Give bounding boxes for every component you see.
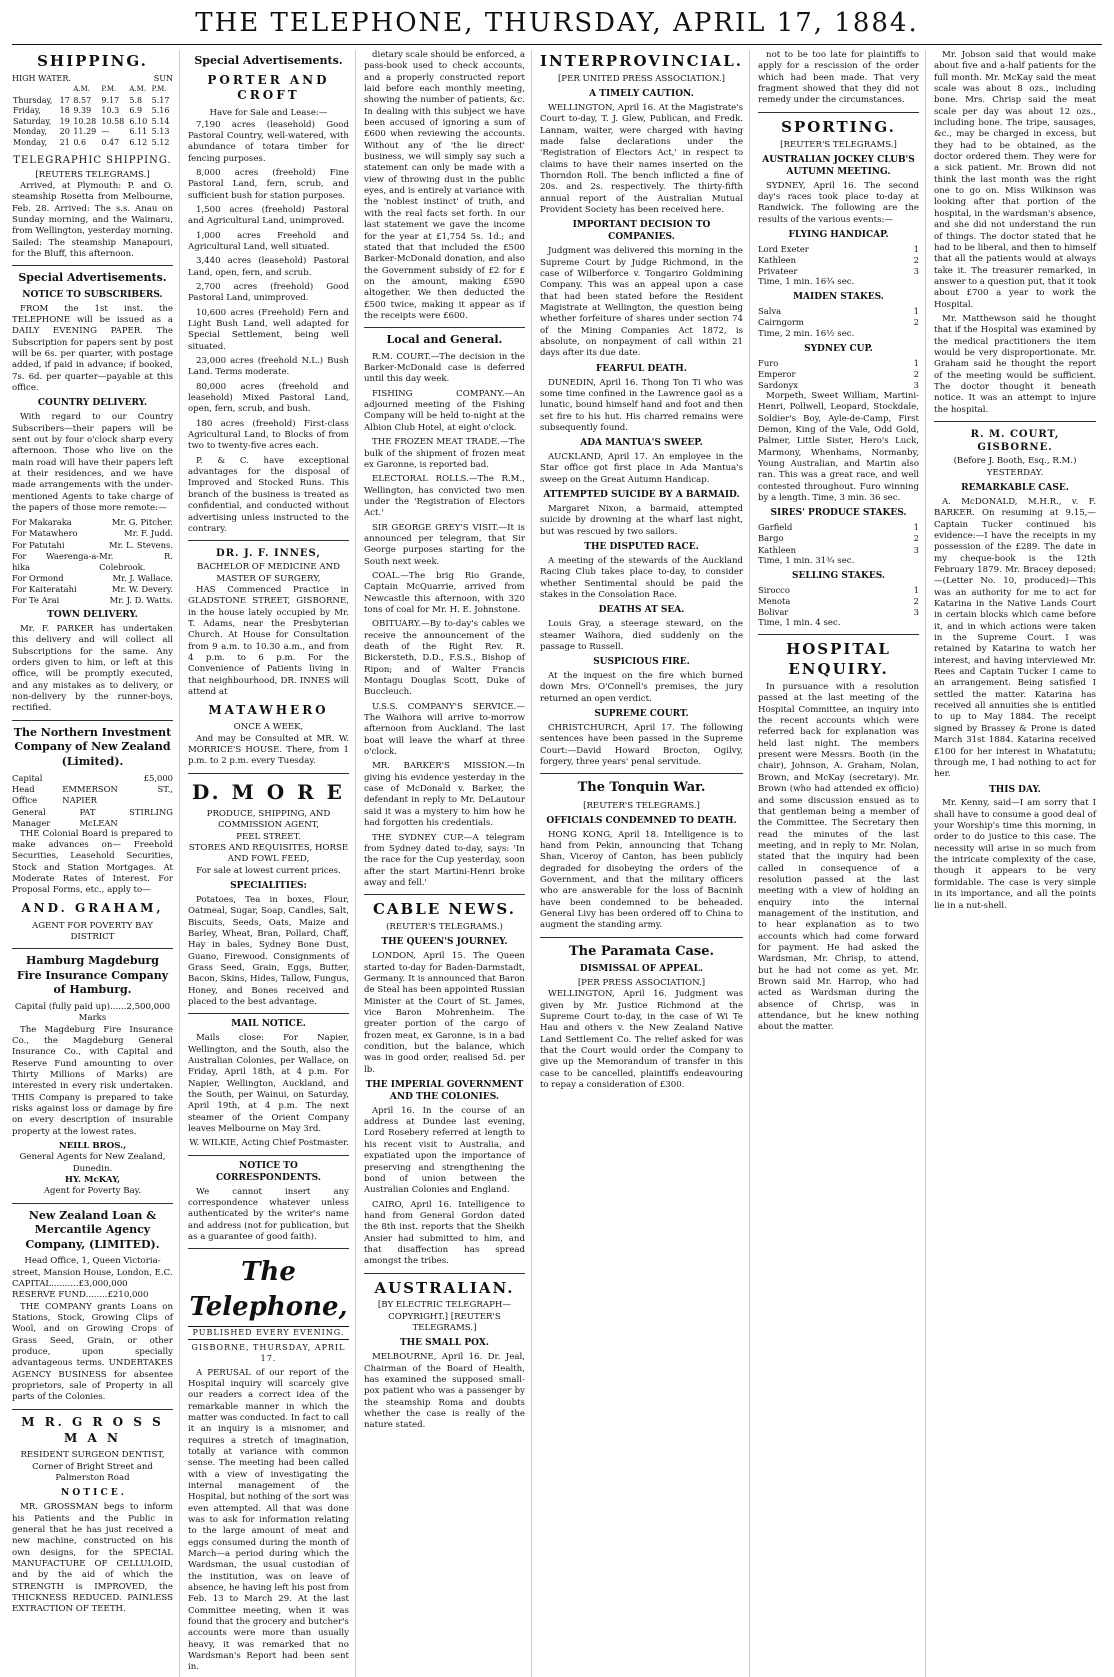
tide-cell: Thursday, [13,95,53,105]
shipping-text: Arrived, at Plymouth: P. and O. steamship Rosetta from Melbourne, Feb. 28. Arrived: The s.s. Anau on Sunday morning, and the Waimaru, from Wellington, yesterday morning. Sailed: The steamship Manapouri, for the Bluff, this afternoon. [12,180,173,259]
local-item: OBITUARY.—By to-day's cables we receive the announcement of the death of the Right Rev. R. Bickersteth, D.D., F.S.S., Bishop of Ripon; and of Walter Francis Montagu Douglas Scott, Duke of Buccleuch. [363,619,525,698]
news-item-heading: A TIMELY CAUTION. [589,89,694,100]
news-item-heading: IMPORTANT DECISION TO COMPANIES. [572,220,711,243]
town-delivery-text: Mr. F. PARKER has undertaken this delivery and will collect all Subscriptions for the same. Any orders given to him, or left at this office, will be promptly executed, and any mistakes as to delivery, or non-delivery by the runner-boys, rectified. [12,623,173,714]
innes-text-2: And may be Consulted at MR. W. MORRICE'S HOUSE. There, from 1 p.m. to 2 p.m. every Tuesday. [187,733,349,767]
horse-name: Lord Exeter [758,243,809,254]
northern-key: Head Office [12,784,38,806]
land-listing: 180 acres (freehold) First-class Agricultural Land, to Blocks of from two to twenty-five acres each. [187,418,349,452]
agent-name: Mr. L. Stevens. [109,539,173,550]
tonquin-subheading: OFFICIALS CONDEMNED TO DEATH. [546,815,737,826]
shipping-heading: SHIPPING. [37,52,148,70]
race-result-row [758,358,919,369]
placing: 2 [913,595,920,606]
agent-row [12,595,173,606]
hospital-enquiry-continued: Mr. Jobson said that would make about five and a-half patients for the full month. Mr. McKay said the meat scale was about 8 ozs., including bone. Mrs. Chrisp said the meat scale per day was about 12 ozs., including bone. The tripe, sausages, &c., may be charged in excess, but they had to be obtained, as the doctor ordered them. They were for a sick patient. Mr. Brown did not think the last month was the right one to go on. Miss Wilkinson was looking after that portion of the hospital, in the wardsman's absence, and she did not understand the run of things. The doctor stated that he had to be liberal, and then to himself that all the patients would at always take it. The treasurer remarked, in answer to a question put, that it took about £700 a year to work the Hospital. [934,50,1096,310]
innes-text: HAS Commenced Practice in GLADSTONE STREET, GISBORNE, in the house lately occupied by Mr. T. Adams, near the Presbyterian Church. At House for Consultation from 9 a.m. to 10.30 a.m., and from 4 p.m. to 6 p.m. For the Convenience of Patients living in that neighbourhood, DR. INNES will attend at [187,585,349,698]
column-1 [12,50,180,1677]
masthead: THE TELEPHONE, THURSDAY, APRIL 17, 1884. [195,8,919,38]
sydney-cup-text: Morpeth, Sweet William, Martini-Henri, Pollwell, Leopard, Stockdale, Soldier's Boy, Ayle-de-Camp, First Demon, King of the Vale, Odd Gold, Palmer, Little Sister, Hero's Luck, Marmony, Whenhams, Normanby, Young Australian, and Martin also ran. This was a great race, and well contested throughout. Furo winning by a length. Time, 3 min. 36 sec. [758,391,920,504]
divider [188,773,349,774]
horse-name: Garfield [758,522,793,533]
race-result-row [758,596,919,607]
tide-th [59,84,73,95]
land-listing: 80,000 acres (freehold and leasehold) Mixed Pastoral Land, open, fern, scrub, and bush. [187,381,349,415]
queens-journey-heading: THE QUEEN'S JOURNEY. [381,937,508,948]
tide-cell: 0.6 [73,137,87,147]
tide-cell: 5.13 [151,127,170,137]
smallpox-text: MELBOURNE, April 16. Dr. Jeal, Chairman of the Board of Health, has examined the supposed small-pox patient who was a passenger by the steamship Roma and doubts whether the case is really of the nature stated. [363,1352,525,1431]
tide-cell: 10.58 [101,116,125,126]
smallpox-heading: THE SMALL POX. [399,1338,489,1349]
reuters-credit: [REUTERS TELEGRAMS.] [35,169,150,180]
paramata-credit: [PER PRESS ASSOCIATION.] [577,977,706,988]
race-time: Time, 1 min. 16¾ sec. [758,277,855,288]
divider [364,327,525,328]
tide-cell: 10.3 [101,106,120,116]
specialities-heading: SPECIALITIES: [230,881,307,892]
cable-news-heading: CABLE NEWS. [372,900,516,919]
divider [12,265,173,266]
nzloan-office: Head Office, 1, Queen Victoria-street, Mansion House, London, E.C. [12,1256,173,1278]
rm-court-case: REMARKABLE CASE. [961,483,1069,494]
placing: 2 [913,368,920,379]
grossman-text: MR. GROSSMAN begs to inform his Patients and the Public in general that he has just received a new machine, constructed on his own designs, for the SPECIAL MANUFACTURE OF CELLULOID, and by the aid of which the STRENGTH is IMPROVED, the THICKNESS REDUCED. PAINLESS EXTRACTION OF TEETH. [12,1502,173,1615]
stores-line: STORES AND REQUISITES, HORSE AND FOWL FEED, [188,843,349,865]
divider [540,773,743,774]
divider [188,1248,349,1249]
special-ads-heading: Special Advertisements. [18,271,167,285]
news-item-text: Louis Gray, a steerage steward, on the steamer Waihora, died suddenly on the passage to Russell. [539,619,744,652]
innes-name: DR. J. F. INNES, [216,548,321,560]
newspaper-columns [12,50,1102,1673]
northern-key: Capital [12,773,43,784]
race-result-row [758,255,919,266]
placing: 1 [913,306,920,317]
northern-value: PAT STIRLING McLEAN [79,806,173,828]
correspondents-heading: NOTICE TO CORRESPONDENTS. [215,1160,321,1183]
nzloan-capital: CAPITAL..........£3,000,000 [12,1278,128,1289]
tide-header-row [12,84,173,95]
race-result-row [758,522,919,533]
divider [12,948,173,949]
graham-name: AND. GRAHAM, [21,900,164,915]
grossman-address: Corner of Bright Street and Palmerston Road [32,1461,153,1484]
tide-cell: 5.17 [151,95,170,105]
australian-credit: [BY ELECTRIC TELEGRAPH—COPYRIGHT.] [REUTER'S TELEGRAMS.] [377,1300,511,1334]
tide-cell: 6.12 [129,137,148,147]
agent-row [12,573,173,584]
divider [934,421,1096,422]
divider [758,634,919,635]
local-item: MR. BARKER'S MISSION.—In giving his evidence yesterday in the case of McDonald v. Barker, the defendant in reply to Mr. DeLautour said it was a mystery to him how he had forgotten his credentials. [363,761,525,829]
race-result-row [758,369,919,380]
land-listing: 10,600 acres (Freehold) Fern and Light Bush Land, well adapted for Special Settlement, being well situated. [187,307,349,352]
horse-name: Furo [758,357,779,368]
horse-name: Bolivar [758,607,789,618]
mail-signature: W. WILKIE, Acting Chief Postmaster. [189,1138,349,1149]
this-day-heading: THIS DAY. [989,784,1041,795]
race-result-row [758,266,919,277]
tide-cell: 9.39 [73,106,92,116]
tide-cell: Monday, [13,137,48,147]
agent-row [12,584,173,595]
placing: 3 [913,266,920,277]
race-result-row [758,306,919,317]
porter-croft-name: PORTER AND CROFT [207,72,330,103]
cairo-text: CAIRO, April 16. Intelligence to hand from General Gordon dated the 8th inst. reports that the Sheikh Ansier had submitted to him, and that disaffection has spread amongst the tribes. [363,1199,525,1267]
notice-subscribers-text: FROM the 1st inst. the TELEPHONE will be issued as a DAILY EVENING PAPER. The Subscription for papers sent by post will be 6s. per quarter, with postage added, if paid in advance; if booked, 7s. 6d. per quarter—payable at this office. [12,303,173,394]
tide-cell: Monday, [13,127,48,137]
agent-place: For Ormond [12,572,64,583]
horse-name: Menota [758,595,791,606]
country-delivery-text: With regard to our Country Subscribers—their papers will be sent out by four o'clock sharp every afternoon. Those who live on the main road will have their papers left at their residences, and we have made arrangements with the under-mentioned Agents to take charge of the papers of those more remote:— [12,412,173,514]
mckay-sub: Agent for Poverty Bay. [43,1186,142,1197]
divider [364,894,525,895]
placing: 1 [913,522,920,533]
northern-investment-heading: The Northern Investment Company of New Zealand (Limited). [13,725,172,768]
tide-cell: 20 [59,127,70,137]
column-3 [364,50,532,1677]
hamburg-capital: Capital (fully paid up)......2,500,000 Marks [14,1001,171,1024]
divider [188,1013,349,1014]
local-item: R.M. COURT.—The decision in the Barker-McDonald case is deferred until this day week. [363,351,525,385]
graham-sub: AGENT FOR POVERTY BAY DISTRICT [31,920,153,942]
tide-cell: 21 [59,137,70,147]
placing: 2 [913,317,920,328]
sporting-credit: [REUTER'S TELEGRAMS.] [780,139,897,150]
agent-place: For Te Arai [12,595,60,606]
tide-cell: 19 [59,116,70,126]
flying-handicap-heading: FLYING HANDICAP. [788,229,889,240]
tide-row [12,138,173,149]
interprovincial-credit: [PER UNITED PRESS ASSOCIATION.] [557,73,726,84]
news-item-text: DUNEDIN, April 16. Thong Ton Ti who was some time confined in the Lawrence gaol as a lunatic, bound himself hand and foot and then set fire to his hut. His charred remains were subsequently found. [539,377,744,433]
local-general-heading: Local and General. [386,333,503,347]
horse-name: Kathleen [758,544,797,555]
tide-heading-row [12,74,173,85]
northern-row [12,807,173,829]
horse-name: Privateer [758,266,798,277]
town-delivery-heading: TOWN DELIVERY. [47,610,138,621]
mail-notice-text: Mails close: For Napier, Wellington, and the South, also the Australian Colonies, per Wallace, on Friday, April 18th, at 4 p.m. For Napier, Wellington, Auckland, and the South, per Wainui, on Saturday, April 19th, at 4 p.m. The next steamer of the Orient Company leaves Melbourne on May 3rd. [187,1033,349,1135]
race-time: Time, 1 min. 4 sec. [758,618,841,629]
divider [364,1273,525,1274]
nameplate-sub: PUBLISHED EVERY EVENING. [188,1326,349,1341]
horse-name: Cairngorm [758,317,804,328]
specialities-text: Potatoes, Tea in boxes, Flour, Oatmeal, Sugar, Soap, Candles, Salt, Biscuits, Seeds, Oats, Maize and Barley, Wheat, Bran, Pollard, Chaff, Hay in bales, Sydney Bone Dust, Guano, Firewood. Consignments of Grass Seed, Grain, Eggs, Butter, Bacon, Skins, Hides, Tallow, Fungus, Honey, and Bones received and placed to the best advantage. [187,895,349,1008]
rm-court-sub: (Before J. Booth, Esq., R.M.) [953,456,1077,467]
queens-journey-text: LONDON, April 15. The Queen started to-day for Baden-Darmstadt, Germany. It is announced that Baron de Steal has been appointed Russian Minister at the Court of St. James, vice Baron Mohrenheim. The greater portion of the cargo of frozen meat, ex Garonne, is in a bad condition, but the balance, which was in good order, realised 5d. per lb. [363,951,525,1075]
agent-row [12,551,173,573]
race-result-row [758,317,919,328]
land-listing: 1,500 acres (freehold) Pastoral and Agricultural Land, unimproved. [187,204,349,227]
news-item-text: Judgment was delivered this morning in the Supreme Court by Judge Richmond, in the case of Wilberforce v. Tongariro Goldmining Company. This was an appeal upon a case that had been stated before the Resident Magistrate at Wellington, the question being whether forfeiture of shares under section 74 of the Mining Companies Act 1872, is absolute, on nonpayment of call within 21 days after its due date. [539,246,744,359]
newspaper-nameplate: The Telephone, [189,1257,348,1322]
agent-name: Mr. J. Wallace. [112,572,173,583]
nzloan-text: THE COMPANY grants Loans on Stations, Stock, Growing Clips of Wool, and on Growing Crops of Grass Seed, Grain, or other produce, upon specially advantageous terms. UNDERTAKES AGENCY BUSINESS for absentee proprietors, sale of Property in all parts of the Colonies. [12,1301,173,1403]
placing: 1 [913,243,920,254]
northern-value: £5,000 [143,773,173,784]
tide-cell: Saturday, [13,116,52,126]
agent-name: Mr. G. Pitcher. [111,517,173,528]
interprovincial-heading: INTERPROVINCIAL. [539,52,744,70]
local-item: FISHING COMPANY.—An adjourned meeting of the Fishing Company will be held to-night at the Albion Club Hotel, at eight o'clock. [363,388,525,433]
sun-label: SUN [153,73,173,83]
northern-row [12,784,173,806]
column-6 [934,50,1102,1677]
neill-name: NEILL BROS., [58,1141,127,1151]
paramata-subheading: DISMISSAL OF APPEAL. [579,963,704,974]
race-result-row [758,533,919,544]
sporting-heading: SPORTING. [781,117,896,136]
horse-name: Emperor [758,368,796,379]
special-ads-heading: Special Advertisements. [194,54,343,67]
tide-cell: 11.29 [73,127,97,137]
divider [540,937,743,938]
horse-name: Bargo [758,533,784,544]
tide-th [12,84,59,95]
hospital-enquiry-end: Mr. Matthewson said he thought that if the Hospital was examined by the medical practitioners the item would be very disproportionate. Mr. Graham said he thought the report of the meeting would be sufficient. The doctor thought it beneath notice. It was an attempt to injure the hospital. [934,313,1096,415]
tide-cell: 5.14 [151,116,170,126]
nzloan-reserve: RESERVE FUND........£210,000 [12,1290,149,1301]
porter-croft-sub: Have for Sale and Lease:— [209,108,328,119]
tide-cell: 6.9 [129,106,143,116]
tide-cell: 6.11 [129,127,148,137]
tide-th: P.M. [101,85,117,94]
tonquin-credit: [REUTER'S TELEGRAMS.] [583,800,700,811]
tide-cell: 6.10 [129,116,148,126]
land-listing: 23,000 acres (freehold N.L.) Bush Land. Terms moderate. [187,356,349,378]
race-result-row [758,607,919,618]
tide-cell: — [101,127,110,137]
editorial-dateline: GISBORNE, THURSDAY, APRIL 17. [191,1343,346,1363]
tide-row [12,127,173,138]
rm-court-heading: R. M. COURT, GISBORNE. [970,429,1060,454]
dmore-sub: PRODUCE, SHIPPING, AND COMMISSION AGENT, [206,809,331,831]
agent-row [12,540,173,551]
horse-name: Sardonyx [758,379,799,390]
porter-footer: P. & C. have exceptional advantages for the disposal of Improved and Stocked Runs. This branch of the business is treated as confidential, and conducted without advertising unless instructed to the contrary. [187,455,349,534]
notice-subscribers-heading: NOTICE TO SUBSCRIBERS. [22,289,163,300]
editorial-text: A PERUSAL of our report of the Hospital inquiry will scarcely give our readers a correct idea of the remarkable manner in which the matter was conducted. In fact to call it an inquiry is a misnomer, and requires a stretch of imagination, totally at variance with common sense. The meeting had been called with a view of investigating the internal management of the Hospital, but nothing of the sort was even attempted. All that was done was to ask for information relating to the large amount of meat and eggs consumed during the month of March—a period during which the Wardsman, the usual custodian of the institution, was on leave of absence, he having left his post from Feb. 13 to March 29. At the last Committee meeting, when it was found that the grocery and butcher's accounts were more than usually heavy, it was remarked that no Wardsman's Report had been sent in. [187,1367,349,1673]
northern-text: THE Colonial Board is prepared to make advances on— Freehold Securities, Leasehold Securities, Stock and Station Mortgages. At Moderate Rates of Interest. For Proposal Forms, etc., apply to— [12,828,173,896]
race-result-row [758,380,919,391]
horse-name: Sirocco [758,584,790,595]
placing: 3 [913,607,920,618]
tide-th: A.M. [129,85,147,94]
hamburg-heading: Hamburg Magdeburg Fire Insurance Company of Hamburg. [16,954,169,997]
tide-cell: 17 [59,95,70,105]
local-item: ELECTORAL ROLLS.—The R.M., Wellington, has convicted two men under the 'Registration of Electors Act.' [363,474,525,519]
tide-cell: 18 [59,106,70,116]
race-time: Time, 1 min. 31¾ sec. [758,555,855,566]
agent-place: For Kaiteratahi [12,583,77,594]
placing: 3 [913,379,920,390]
selling-stakes-heading: SELLING STAKES. [792,570,885,581]
mckay-name: HY. McKAY, [64,1175,121,1186]
news-item-heading: FEARFUL DEATH. [596,363,687,374]
once-week: ONCE A WEEK, [233,722,304,733]
local-item: THE FROZEN MEAT TRADE.—The bulk of the shipment of frozen meat ex Garonne, is reported bad. [363,437,525,470]
tide-cell: 9.17 [101,95,120,105]
rm-court-day: YESTERDAY. [986,467,1044,478]
tide-cell: 5.12 [151,137,170,147]
tide-cell: 5.8 [129,95,143,105]
country-delivery-heading: COUNTRY DELIVERY. [37,398,148,409]
imperial-heading: THE IMPERIAL GOVERNMENT AND THE COLONIES. [365,1080,524,1102]
news-item-text: Margaret Nixon, a barmaid, attempted suicide by drowning at the wharf last night, but was rescued by two sailors. [539,504,744,537]
agent-row [12,528,173,539]
agent-place: For Waerenga-a-hika [12,550,100,572]
tide-table [12,84,173,148]
news-item-text: WELLINGTON, April 16. At the Magistrate's Court to-day, T. J. Glew, Publican, and Fredk. Lannam, waiter, were charged with having made false declarations under the 'Registration of Electors Act,' in respect to claims to have their names inserted on the Thorndon Roll. The bench inflicted a fine of 20s. and 2s. respectively. The thirty-fifth annual report of the Australian Mutual Provident Society has been received here. [539,103,744,216]
news-item-text: At the inquest on the fire which burned down Mrs. O'Connell's premises, the jury returned an open verdict. [539,671,744,704]
news-item-text: AUCKLAND, April 17. An employee in the Star office got first place in Ada Mantua's sweep on the Great Autumn Handicap. [539,452,744,485]
tide-cell: 8.57 [73,95,92,105]
northern-row [12,773,173,784]
sydney-cup-heading: SYDNEY CUP. [804,343,873,354]
ajc-text: SYDNEY, April 16. The second day's races took place to-day at Randwick. The following are the results of the various events:— [758,180,920,225]
masthead-rule [12,44,1102,45]
dmore-street: PEEL STREET. [236,831,301,842]
grossman-sub: RESIDENT SURGEON DENTIST, [20,1450,165,1461]
neill-sub: General Agents for New Zealand, Dunedin. [19,1152,166,1174]
continued-text: not to be too late for plaintiffs to apply for a rescission of the order which had been made. That very fragment showed that they did not remedy under the circumstances. [758,50,920,106]
divider [12,1203,173,1204]
telegraphic-shipping-heading: TELEGRAPHIC SHIPPING. [13,155,172,167]
agent-name: Mr. R. Colebrook. [99,550,173,572]
stores-sub: For sale at lowest current prices. [196,865,341,876]
tide-th: A.M. [73,85,91,94]
tide-cell: 5.16 [151,106,170,116]
mail-notice-heading: MAIL NOTICE. [231,1019,306,1030]
divider [12,1409,173,1410]
placing: 1 [913,357,920,368]
agent-name: Mr. F. Judd. [124,528,173,539]
divider [188,540,349,541]
news-item-heading: ADA MANTUA'S SWEEP. [580,438,703,449]
grossman-notice: N O T I C E . [61,1488,124,1499]
innes-sub: BACHELOR OF MEDICINE AND MASTER OF SURGERY, [196,562,340,584]
horse-name: Salva [758,306,782,317]
land-listing: 7,190 acres (leasehold) Good Pastoral Country, well-watered, with abundance of totara timber for fencing purposes. [187,119,349,164]
sires-produce-heading: SIRES' PRODUCE STAKES. [770,508,907,519]
tide-cell: 10.28 [73,116,97,126]
northern-key: General Manager [12,806,51,828]
race-time: Time, 2 min. 16½ sec. [758,328,855,339]
news-item-heading: THE DISPUTED RACE. [584,542,699,553]
local-item: SIR GEORGE GREY'S VISIT.—It is announced per telegram, that Sir George purposes starting for the South next week. [363,522,525,567]
column-2 [188,50,356,1677]
agent-name: Mr. J. D. Watts. [109,595,173,606]
agent-place: For Makaraka [12,517,72,528]
land-listing: 2,700 acres (freehold) Good Pastoral Land, unimproved. [187,281,349,304]
australian-heading: AUSTRALIAN. [374,1278,515,1297]
news-item-text: A meeting of the stewards of the Auckland Racing Club takes place to-day, to consider whether Sentimental should be paid the stakes in the Consolation Race. [539,555,744,600]
imperial-text: April 16. In the course of an address at Dundee last evening, Lord Rosebery referred at length to his recent visit to Australia, and expatiated upon the importance of preserving and strengthening the bond of union between the Australian Colonies and England. [363,1105,525,1196]
matawhero: MATAWHERO [208,702,329,717]
maiden-stakes-heading: MAIDEN STAKES. [793,292,884,303]
paramata-heading: The Paramata Case. [568,943,715,959]
news-item-text: CHRISTCHURCH, April 17. The following sentences have been passed in the Supreme Court:—David Howard Brocton, Ogilvy, forgery, three years' penal servitude. [539,722,744,768]
land-listing: 3,440 acres (leasehold) Pastoral Land, open, fern, and scrub. [187,256,349,278]
dmore-name: D. M O R E [192,779,345,804]
local-item: COAL.—The brig Rio Grande, Captain McQuarrie, arrived from Newcastle this afternoon, with 320 tons of coal for Mr. H. E. Johnstone. [363,570,525,615]
news-item-heading: SUPREME COURT. [594,709,689,720]
correspondents-text: We cannot insert any correspondence whatever unless authenticated by the writer's name and address (not for publication, but as a guarantee of good faith). [187,1186,349,1242]
local-item: THE SYDNEY CUP.—A telegram from Sydney dated to-day, says: 'In the race for the Cup yesterday, soon after the start Martini-Henri broke away and fell.' [363,832,525,888]
race-result-row [758,545,919,556]
tide-cell: 0.47 [101,137,120,147]
cable-news-credit: (REUTER'S TELEGRAMS.) [386,922,503,933]
news-item-heading: SUSPICIOUS FIRE. [593,657,690,668]
placing: 1 [913,584,920,595]
tide-row [12,106,173,117]
tide-row [12,96,173,107]
land-listing: 1,000 acres Freehold and Agricultural Land, well situated. [187,230,349,252]
nzloan-heading: New Zealand Loan & Mercantile Agency Company, (LIMITED). [25,1208,160,1251]
placing: 2 [913,533,920,544]
hamburg-text: The Magdeburg Fire Insurance Co., the Magdeburg General Insurance Co., with Capital and Reserve Fund amounting to over Thirty Millions of Marks) are interested in every risk undertaken. THIS Company is prepared to take risks against loss or damage by fire on every description of insurable property at the lowest rates. [12,1024,173,1137]
this-day-text: Mr. Kenny, said—I am sorry that I shall have to consume a good deal of your Worship's time this morning, in order to do justice to this case. The necessity will arise in so much from the intricate complexity of the case, though it appears to be very formidable. The case is very simple in its importance, and all the points lie in a nut-shell. [934,798,1096,911]
column-5 [758,50,926,1677]
local-item: U.S.S. COMPANY'S SERVICE.—The Waihora will arrive to-morrow afternoon from Auckland. The last boat will leave the wharf at three o'clock. [363,701,525,758]
land-listing: 8,000 acres (freehold) Fine Pastoral Land, fern, scrub, and sufficient bush for station purposes. [187,167,349,201]
hospital-enquiry-text: In pursuance with a resolution passed at the last meeting of the Hospital Committee, an inquiry into the recent accounts which were referred back for explanation was held last night. The members present were Messrs. Booth (in the chair), Johnson, A. Graham, Nolan, Brown, and McKay (secretary). Mr. Brown (who had attended ex officio) and some discussion ensued as to that gentleman being a member of the Committee. The Secretary then read the minutes of the last meeting, and in reply to Mr. Nolan, stated that the inquiry had been called in consequence of a resolution passed at the last meeting with a view of holding an enquiry into the internal management of the institution, and to hear explanation as to two accounts which had come forward for payment. He had asked the Wardsman, Mr. Chrisp, to attend, but he had not come as yet. Mr. Brown said Mr. Harrop, who had acted as Wardsman during the absence of Chrisp, was in attendance, but he knew nothing about the matter. [758,682,920,1033]
grossman-name: M R. G R O S S M A N [21,1414,164,1445]
placing: 2 [913,254,920,265]
race-result-row [758,585,919,596]
agent-place: For Matawhero [12,528,78,539]
news-item-heading: ATTEMPTED SUICIDE BY A BARMAID. [543,490,740,501]
agent-row [12,517,173,528]
tonquin-text: HONG KONG, April 18. Intelligence is to hand from Pekin, announcing that Tchang Shan, Viceroy of Canton, has been publicly degraded for disobeying the orders of the Government, and that the military officers who are answerable for the loss of Bacninh have been condemned to be beheaded. General Livy has been ordered off to China to augment the standing army. [539,829,744,931]
divider [188,1155,349,1156]
column-4 [540,50,750,1677]
placing: 3 [913,544,920,555]
paramata-text: WELLINGTON, April 16. Judgment was given by Mr. Justice Richmond at the Supreme Court to-day, in the case of Wi Te Hau and others v. the New Zealand Native Land Settlement Co. The relief asked for was that the Court would order the Company to give up the Memorandum of transfer in this case to be cancelled, plaintiffs endeavouring to repay a consideration of £300. [539,989,744,1090]
agent-place: For Patutahi [12,539,65,550]
rm-court-text: A. McDONALD, M.H.R., v. F. BARKER. On resuming at 9.15,—Captain Tucker continued his evidence:—I have the receipts in my possession of the £289. The date in my cheque-book is the 12th February 1879. Mr. Bracey deposed:—(Letter No. 10, produced)—This was an authority for me to act for Katarina in the Native Lands Court in certain blocks which came before it, and in which actions were taken in the Supreme Court. I was retained by Katarina to watch her interest, and having interviewed Mr. Rees and Captain Tucker I came to an arrangement. Being satisfied I settled the matter. Katarina has received all annuities she is entitled to up to May 1884. The receipt signed by Brassey & Prone is dated March 31st 1884. Katarina received £100 for her interest in Whatatutu; through me, I had nothing to act for her. [934,496,1096,780]
hospital-enquiry-heading: HOSPITAL ENQUIRY. [786,640,891,679]
agent-name: Mr. W. Devery. [111,583,173,594]
northern-value: EMMERSON ST., NAPIER [62,784,173,806]
news-item-heading: DEATHS AT SEA. [598,605,685,616]
ajc-heading: AUSTRALIAN JOCKEY CLUB'S AUTUMN MEETING. [762,154,915,177]
tide-cell: Friday, [13,106,41,116]
tide-row [12,117,173,128]
tonquin-heading: The Tonquin War. [577,780,706,796]
tide-th: P.M. [151,85,167,94]
divider [12,720,173,721]
editorial-continued: dietary scale should be enforced, a pass-book used to check accounts, and a properly constructed report laid before each monthly meeting, showing the number of patients, &c. In dealing with this subject we have been accused of ignoring a sum of £600 when reviewing the accounts. Without any of 'the lie direct' business, we will simply say such a statement can only be made with a view of throwing dust in the public eyes, and is entirely at variance with the 'noblest instinct' of truth, and with the real facts set forth. In our last statement we gave the income for the year at £1,754 5s. 1d.; and stated that that included the £500 Barker-McDonald donation, and also the Government subsidy of £2 for £ on the amount, making £590 altogether. We then deducted the £500 twice, making it appear as if the receipts were £600. [363,50,525,321]
high-water-label: HIGH WATER. [12,73,71,83]
race-result-row [758,244,919,255]
horse-name: Kathleen [758,254,797,265]
divider [758,112,919,113]
